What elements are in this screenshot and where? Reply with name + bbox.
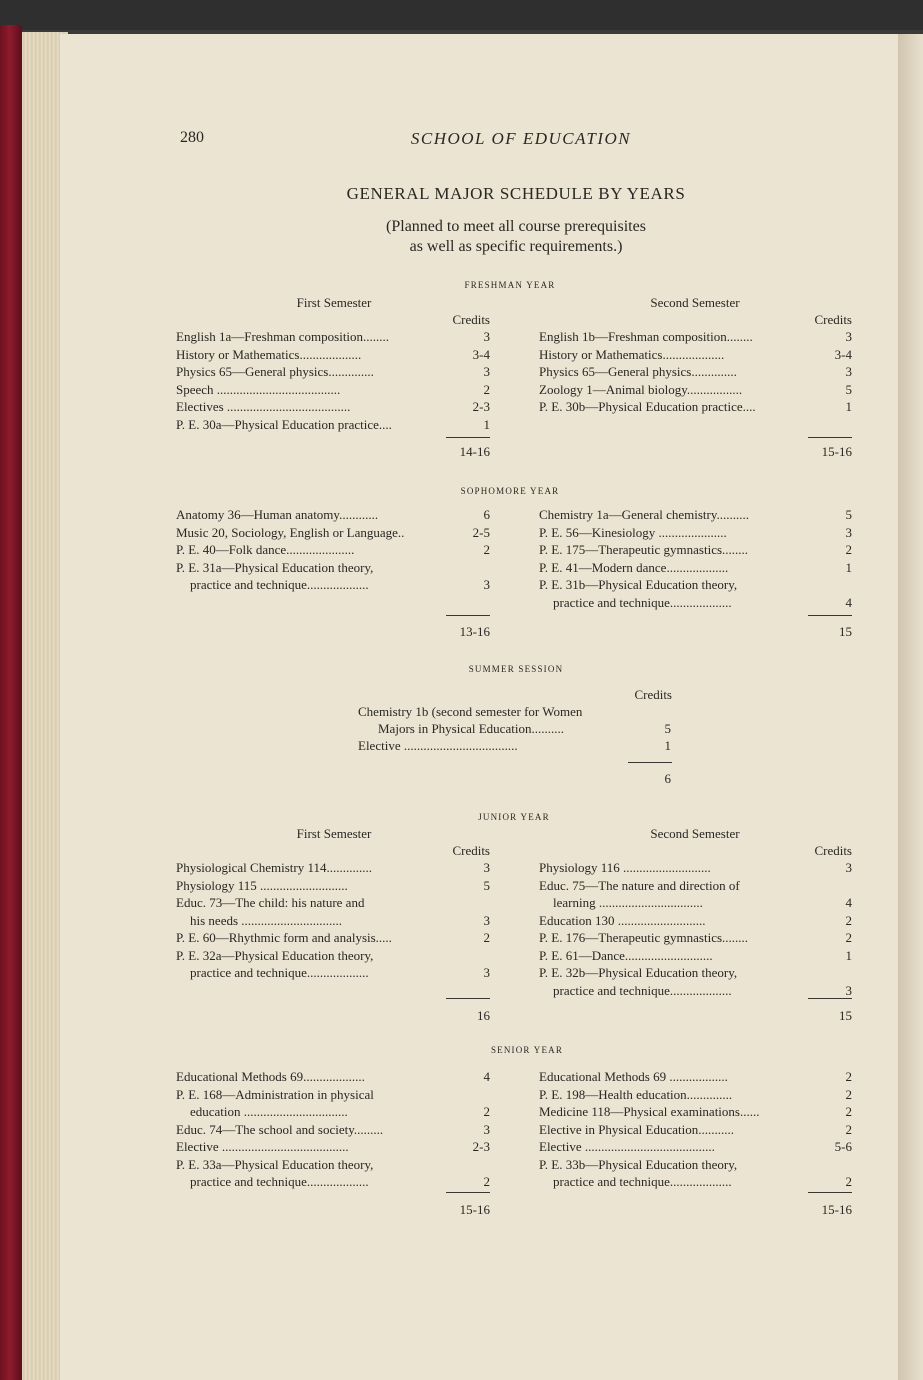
course-label: P. E. 30a—Physical Education practice.... — [176, 416, 392, 432]
course-credits: 3 — [483, 329, 490, 344]
course-label: Educational Methods 69 .................. — [539, 1069, 728, 1084]
course-label: P. E. 198—Health education.............. — [539, 1086, 733, 1102]
course-label: Speech ...................................... — [176, 381, 341, 397]
course-label: P. E. 56—Kinesiology ..................... — [539, 524, 727, 540]
course-label: practice and technique................... — [553, 982, 732, 998]
course-label: P. E. 33b—Physical Education theory, — [539, 1156, 738, 1172]
course-label: Physics 65—General physics.............. — [176, 364, 374, 379]
course-label: practice and technique................... — [553, 594, 732, 610]
course-credits: 2 — [483, 542, 490, 557]
course-label: Zoology 1—Animal biology................. — [539, 381, 743, 397]
semester-total: 15-16 — [821, 444, 852, 459]
year-heading-freshman: FRESHMAN YEAR — [464, 280, 556, 290]
course-label: P. E. 30b—Physical Education practice.... — [539, 399, 756, 414]
subtitle-line-2: as well as specific requirements.) — [409, 238, 623, 255]
course-label: Majors in Physical Education.......... — [378, 721, 564, 736]
course-credits: 2 — [483, 1104, 490, 1119]
course-credits: 2 — [483, 930, 490, 945]
course-credits: 3 — [483, 912, 490, 928]
course-credits: 2 — [845, 1121, 852, 1137]
course-label: P. E. 60—Rhythmic form and analysis..... — [176, 930, 392, 945]
credits-header: Credits — [814, 312, 852, 327]
course-credits: 4 — [845, 895, 852, 910]
running-title: SCHOOL OF EDUCATION — [410, 129, 632, 148]
credits-header: Credits — [634, 687, 672, 702]
semester-total: 15-16 — [459, 1202, 490, 1217]
semester-total: 15 — [839, 624, 852, 639]
total-rule — [446, 998, 490, 999]
total-rule — [808, 615, 852, 616]
course-label: Physiology 115 ........................... — [176, 877, 348, 893]
course-label: practice and technique................... — [553, 1174, 732, 1189]
semester-total: 14-16 — [459, 444, 490, 459]
course-label: Education 130 ........................... — [539, 912, 706, 928]
semester-heading: Second Semester — [650, 826, 740, 841]
course-credits: 5 — [845, 507, 852, 522]
course-credits: 3 — [845, 364, 852, 379]
course-credits: 3-4 — [834, 346, 852, 362]
total-rule — [628, 762, 672, 763]
total-rule — [446, 1192, 490, 1193]
course-credits: 1 — [483, 416, 490, 432]
course-label: P. E. 32b—Physical Education theory, — [539, 965, 738, 980]
course-label: P. E. 31b—Physical Education theory, — [539, 577, 738, 592]
course-label: English 1a—Freshman composition........ — [176, 329, 390, 344]
course-credits: 2 — [845, 1174, 852, 1189]
course-label: P. E. 31a—Physical Education theory, — [176, 559, 374, 575]
course-label: Elective ....................................... — [176, 1139, 349, 1154]
course-label: Chemistry 1a—General chemistry.......... — [539, 507, 749, 522]
course-credits: 1 — [845, 947, 852, 963]
course-credits: 3 — [845, 982, 852, 998]
course-credits: 3 — [845, 524, 852, 540]
course-label: his needs ............................... — [190, 912, 343, 928]
course-label: Physics 65—General physics.............. — [539, 364, 737, 379]
course-label: practice and technique................... — [190, 1174, 369, 1189]
course-label: Educ. 73—The child: his nature and — [176, 895, 365, 910]
course-credits: 3 — [845, 860, 852, 875]
course-credits: 2-3 — [472, 1139, 490, 1154]
course-label: P. E. 61—Dance........................... — [539, 947, 713, 963]
total-rule — [446, 437, 490, 438]
course-credits: 3 — [483, 965, 490, 980]
course-label: History or Mathematics................... — [539, 346, 725, 362]
course-credits: 1 — [845, 399, 852, 414]
book-page — [60, 34, 898, 1380]
course-credits: 3 — [845, 329, 852, 344]
course-credits: 5-6 — [834, 1139, 852, 1154]
course-credits: 5 — [483, 877, 490, 893]
course-credits: 2 — [483, 1174, 490, 1189]
course-credits: 2 — [845, 1086, 852, 1102]
course-credits: 4 — [483, 1069, 490, 1084]
total-rule — [808, 998, 852, 999]
course-credits: 5 — [664, 721, 671, 736]
course-credits: 4 — [845, 594, 852, 610]
course-label: English 1b—Freshman composition........ — [539, 329, 753, 344]
course-label: P. E. 175—Therapeutic gymnastics........ — [539, 542, 749, 557]
course-label: Physiological Chemistry 114.............. — [176, 860, 372, 875]
course-label: Educational Methods 69................... — [176, 1069, 365, 1084]
course-label: Educ. 75—The nature and direction of — [539, 877, 740, 893]
course-credits: 3-4 — [472, 346, 490, 362]
course-label: Chemistry 1b (second semester for Women — [358, 704, 583, 719]
course-credits: 3 — [483, 860, 490, 875]
course-label: Elective in Physical Education........... — [539, 1121, 734, 1137]
course-credits: 2-3 — [472, 399, 490, 414]
adjacent-page-edge — [898, 34, 923, 1380]
course-credits: 3 — [483, 1121, 490, 1137]
course-label: practice and technique................... — [190, 965, 369, 980]
semester-heading: First Semester — [296, 295, 372, 310]
year-heading-junior: JUNIOR YEAR — [478, 812, 550, 822]
semester-total: 6 — [664, 771, 671, 786]
course-credits: 5 — [845, 381, 852, 397]
course-label: Electives ...................................... — [176, 399, 351, 414]
course-label: Elective ................................... — [358, 738, 518, 753]
credits-header: Credits — [814, 843, 852, 858]
course-label: P. E. 40—Folk dance..................... — [176, 542, 355, 557]
subtitle-line-1: (Planned to meet all course prerequisites — [386, 218, 646, 235]
book-binding — [0, 25, 22, 1380]
course-label: education ................................ — [190, 1104, 348, 1119]
course-credits: 2 — [845, 912, 852, 928]
course-credits: 6 — [483, 507, 490, 522]
course-label: Elective ........................................ — [539, 1139, 715, 1154]
year-heading-senior: SENIOR YEAR — [490, 1045, 564, 1055]
total-rule — [446, 615, 490, 616]
background-top — [0, 0, 923, 30]
course-label: practice and technique................... — [190, 577, 369, 592]
semester-total: 15 — [839, 1008, 852, 1023]
semester-total: 16 — [477, 1008, 490, 1023]
course-label: P. E. 33a—Physical Education theory, — [176, 1156, 374, 1172]
course-label: Physiology 116 ........................... — [539, 860, 711, 875]
course-label: P. E. 41—Modern dance................... — [539, 559, 729, 575]
course-label: P. E. 168—Administration in physical — [176, 1086, 374, 1102]
course-label: P. E. 176—Therapeutic gymnastics........ — [539, 930, 749, 945]
course-label: learning ................................ — [553, 895, 703, 910]
course-credits: 1 — [664, 738, 671, 753]
total-rule — [808, 1192, 852, 1193]
year-heading-summer: SUMMER SESSION — [468, 664, 564, 674]
course-credits: 2 — [845, 1104, 852, 1119]
course-credits: 2 — [845, 930, 852, 945]
course-label: Educ. 74—The school and society......... — [176, 1121, 384, 1137]
page-title: GENERAL MAJOR SCHEDULE BY YEARS — [346, 184, 686, 203]
course-label: Medicine 118—Physical examinations...... — [539, 1104, 760, 1119]
course-credits: 1 — [845, 559, 852, 575]
course-label: Music 20, Sociology, English or Language.. — [176, 524, 405, 540]
credits-header: Credits — [452, 312, 490, 327]
course-label: P. E. 32a—Physical Education theory, — [176, 947, 374, 963]
course-credits: 3 — [483, 577, 490, 592]
page-number: 280 — [180, 129, 204, 146]
course-label: History or Mathematics................... — [176, 346, 362, 362]
course-credits: 3 — [483, 364, 490, 379]
semester-heading: Second Semester — [650, 295, 740, 310]
semester-total: 13-16 — [459, 624, 490, 639]
total-rule — [808, 437, 852, 438]
course-credits: 2 — [845, 542, 852, 557]
course-label: Anatomy 36—Human anatomy............ — [176, 507, 379, 522]
course-credits: 2-5 — [472, 524, 490, 540]
year-heading-sophomore: SOPHOMORE YEAR — [460, 486, 560, 496]
semester-heading: First Semester — [296, 826, 372, 841]
semester-total: 15-16 — [821, 1202, 852, 1217]
credits-header: Credits — [452, 843, 490, 858]
course-credits: 2 — [483, 381, 490, 397]
course-credits: 2 — [845, 1069, 852, 1084]
